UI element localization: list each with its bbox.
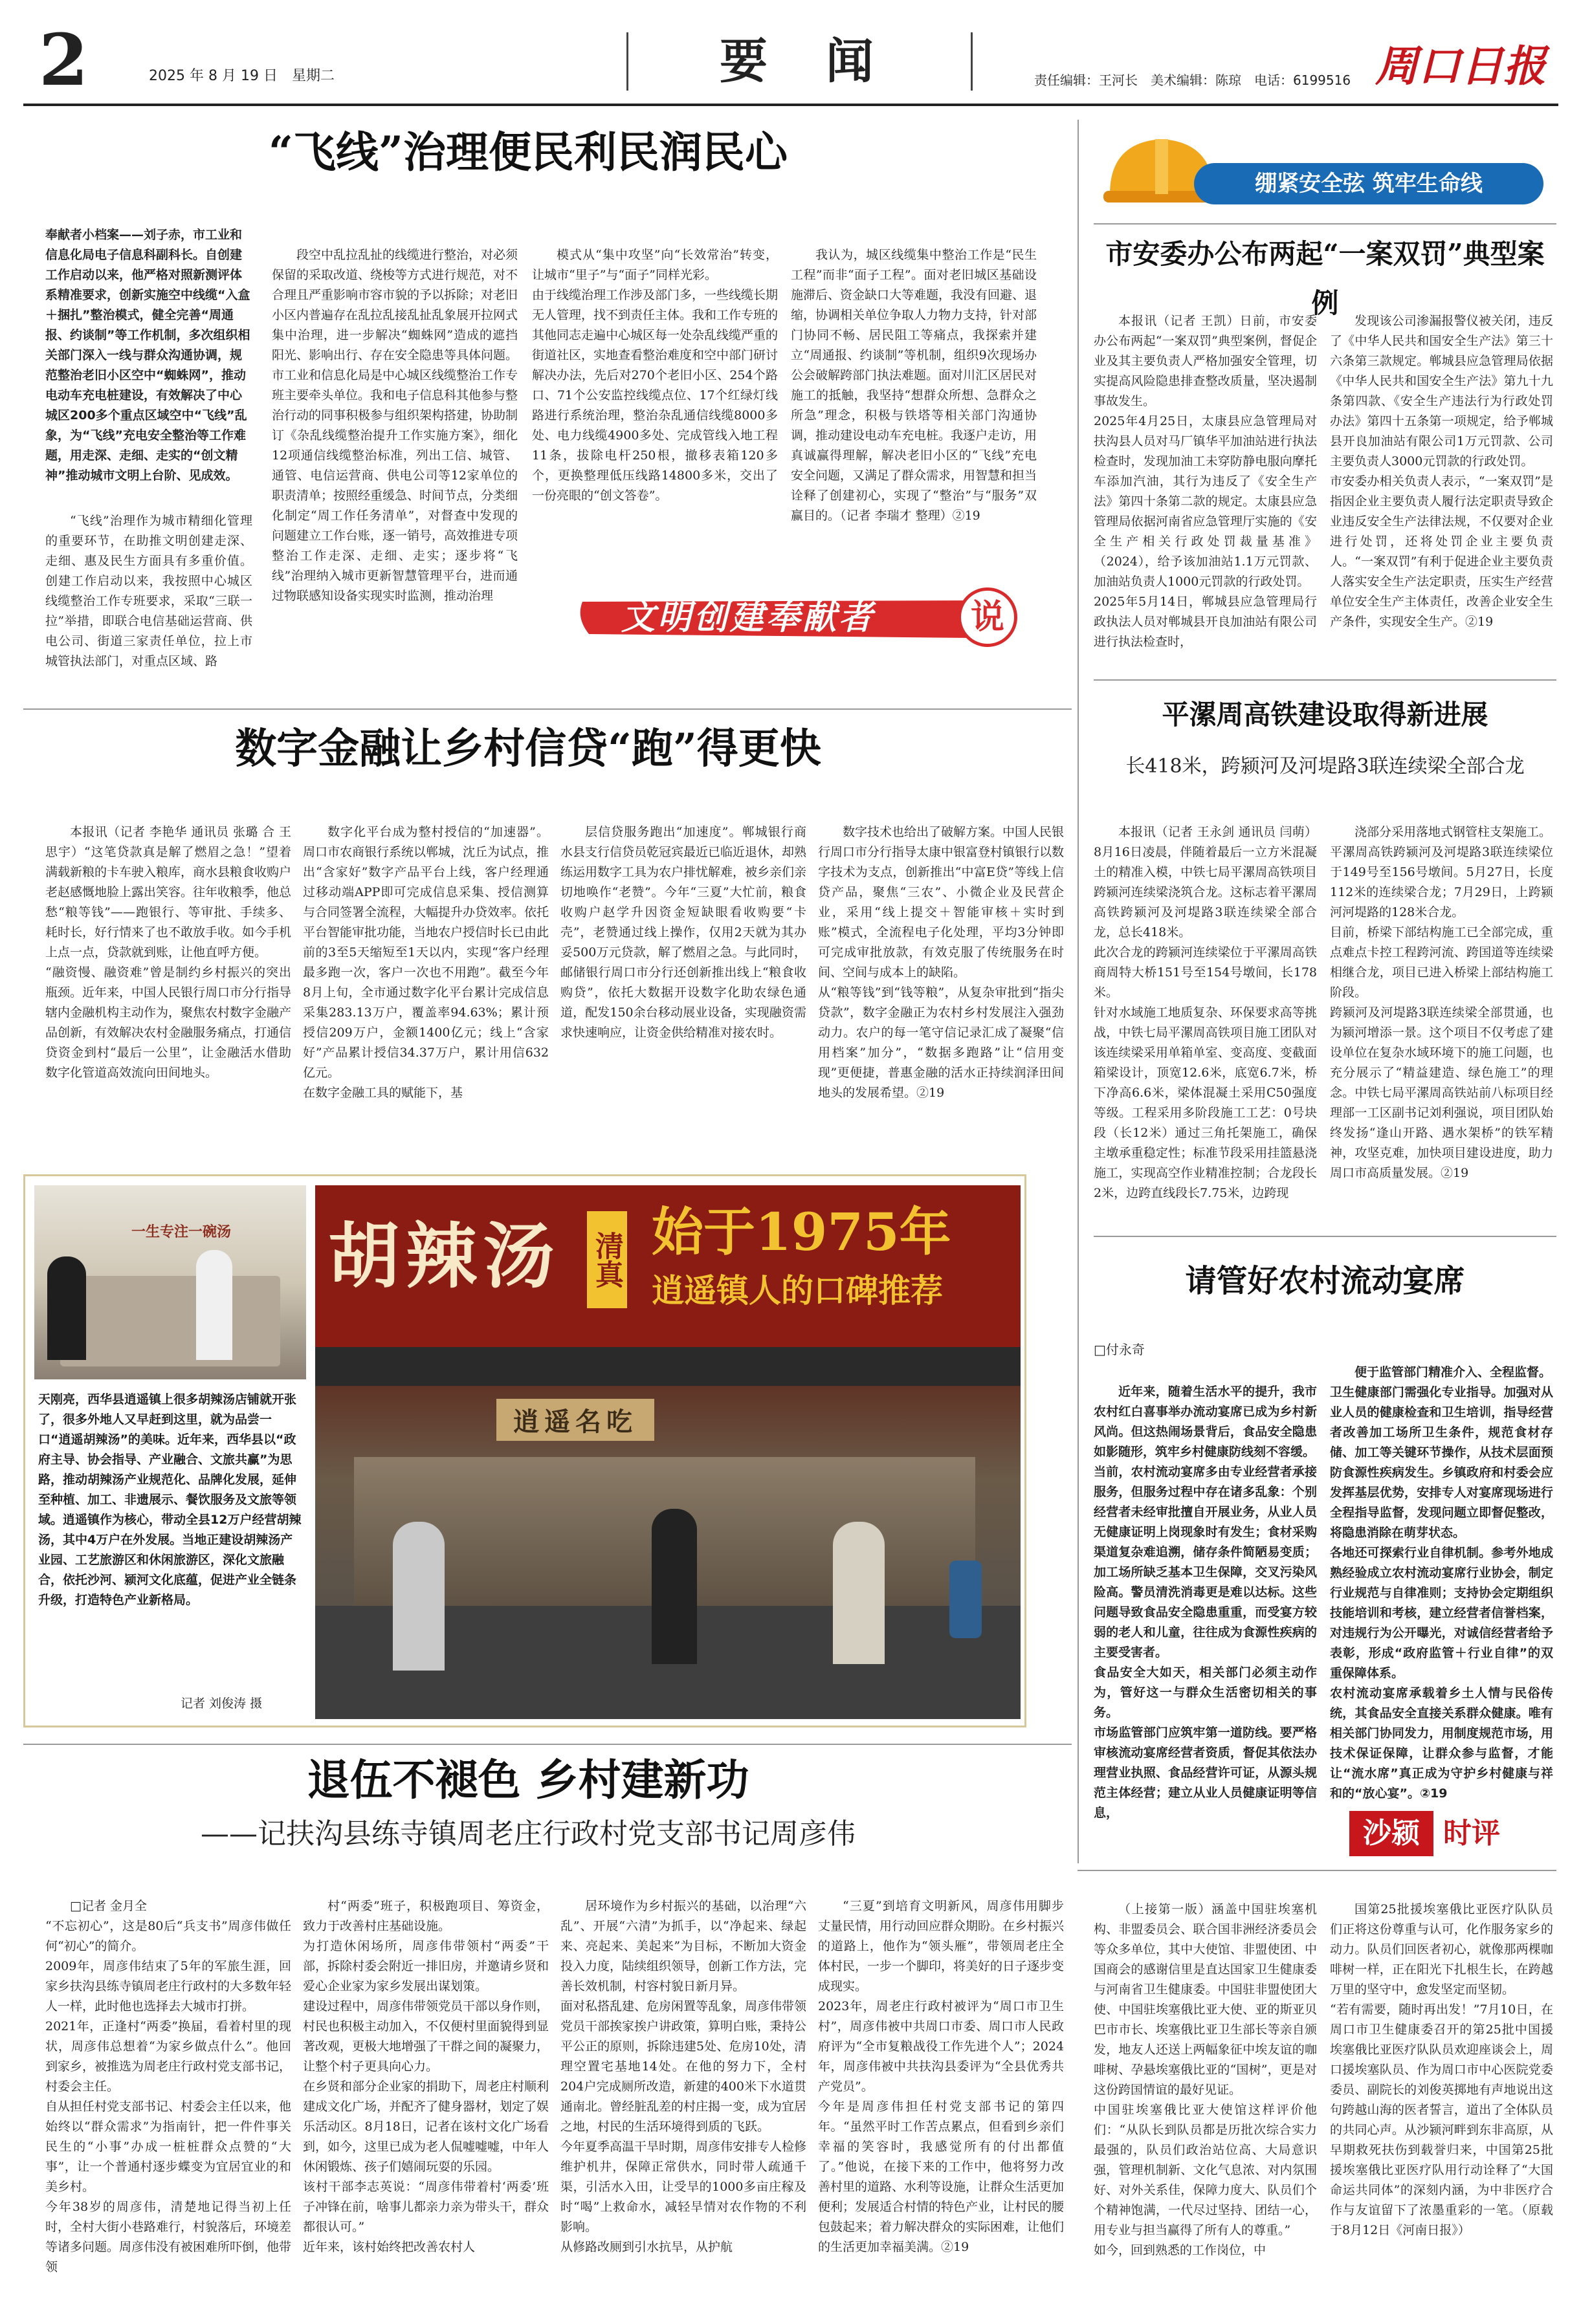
photo-feature-box — [23, 1174, 1026, 1727]
article3-headline: 退伍不褪色 乡村建新功 — [307, 1755, 749, 1805]
article3-subheadline: ——记扶沟县练寺镇周老庄行政村党支部书记周彦伟 — [201, 1817, 856, 1850]
article4-col2: 发现该公司渗漏报警仪被关闭，违反了《中华人民共和国安全生产法》第三十六条第三款规定。郸城县应急管理局依据《中华人民共和国安全生产法》第九十九条第四款、《安全生产违法行为行政处罚办法》第四十五条第一项规定，给予郸城县开良加油站有限公司1万元罚款、公司主要负责人3000元罚款的行政处罚。 市安委办相关负责人表示，“一案双罚”是指因企业主要负责人履行法定职责导致企业违反安全生产法律法规，不仅要对企业进行处罚，还将处罚企业主要负责人。“一案双罚”有利于促进企业主要负责人落实安全生产法定职责，压实生产经营单位安全生产主体责任，改善企业安全生产条件，实现安全生产。②19 — [1330, 314, 1553, 629]
inset-sign: 一生专注一碗汤 — [131, 1223, 232, 1240]
divider — [626, 32, 628, 91]
article7-col2: 国第25批援埃塞俄比亚医疗队队员们正将这份尊重与认可，化作服务家乡的动力。队员们回医者初心，就像那两棵咖啡树一样，正在阳光下扎根生长，在跨越万里的坚守中，愈发坚定而坚韧。 “若有需要，随时再出发！”7月10日，在周口市卫生健康委召开的第25批中国援埃塞俄比亚医疗队队员欢迎座谈会上，周口援埃塞队员、作为周口市中心医院党委委员、副院长的刘俊英掷地有声地说出这句跨越山海的医者誓言，道出了全体队员的共同心声。从沙颍河畔到东非高原，从早期救死扶伤到载誉归来，中国第25批援埃塞俄比亚医疗队用行动诠释了“大国命运共同体”的深刻内涵，为中非医疗合作与友谊留下了浓墨重彩的一笔。（原载于8月12日《河南日报》） — [1330, 1902, 1553, 2237]
article3-col3: 居环境作为乡村振兴的基础，以治理“六乱”、开展“六清”为抓手，以“净起来、绿起来、亮起来、美起来”为目标，不断加大资金投入力度，陆续组织领导，创新工作方法，完善长效机制，村容村貌日新月异。 面对私搭乱建、危房闲置等乱象，周彦伟带领党员干部挨家挨户讲政策，算明白账，秉持公平公正的原则，拆除违建5处、危房10处，清理空置宅基地14处。在他的努力下，全村204户完成厕所改造，新建的400米下水道贯通南北。曾经脏乱差的村庄揭一变，成为宜居之地，村民的生活环境得到质的飞跃。 今年夏季高温干旱时期，周彦伟安排专人检修维护机井，保障正常供水，同时带人疏通千渠，引活水入田，让受旱的1000多亩庄稼及时“喝”上救命水，减轻旱情对农作物的不利影响。 从修路改厕到引水抗旱，从护航 — [560, 1899, 806, 2254]
inset-photo — [34, 1185, 306, 1379]
article4-headline: 市安委办公布两起“一案双罚”典型案例 — [1105, 238, 1545, 319]
article6-col1: 近年来，随着生活水平的提升，我市农村红白喜事举办流动宴席已成为乡村新风尚。但这热闹场景背后，食品安全隐患如影随形，筑牢乡村健康防线刻不容缓。 当前，农村流动宴席多由专业经营者承接服务，但服务过程中存在诸多乱象：个别经营者未经审批擅自开展业务，从业人员无健康证明上岗现象时有发生；食材采购渠道复杂难追溯，储存条件简陋易变质；加工场所缺乏基本卫生保障，交叉污染风险高。警员清洗消毒更是难以达标。这些问题导致食品安全隐患重重，而受宴方较弱的老人和儿童，往往成为食源性疾病的主要受害者。 食品安全大如天，相关部门必须主动作为，管好这一与群众生活密切相关的事务。 市场监管部门应筑牢第一道防线。要严格审核流动宴席经营者资质，督促其依法办理营业执照、食品经营许可证，从源头规范主体经营；建立从业人员健康证明等信息， — [1094, 1385, 1317, 1820]
shaying-label-word2: 时评 — [1443, 1817, 1500, 1850]
safety-banner-text: 绷紧安全弦 筑牢生命线 — [1255, 171, 1483, 197]
article6-headline: 请管好农村流动宴席 — [1185, 1263, 1465, 1299]
article3-col4: “三夏”到培育文明新风，周彦伟用脚步丈量民情，用行动回应群众期盼。在乡村振兴的道路上，他作为“领头雁”，带领周老庄全体村民，一步一个脚印，将美好的日子逐步变成现实。 2023年，周老庄行政村被评为“周口市卫生村”，周彦伟被中共周口市委、周口市人民政府评为“全市复粮战役工作先进个人”；2024年，周彦伟被中共扶沟县委评为“全县优秀共产党员”。 今年是周彦伟担任村党支部书记的第四年。“虽然平时工作苦点累点，但看到乡亲们幸福的笑容时，我感觉所有的付出都值了。”他说，在接下来的工作中，他将努力改善村里的道路、水利等设施，让群众生活更加便利；发展适合村情的特色产业，让村民的腰包鼓起来；着力解决群众的实际困难，让他们的生活更加幸福美满。②19 — [818, 1899, 1064, 2254]
article5-headline: 平漯周高铁建设取得新进展 — [1162, 699, 1488, 730]
editors-line: 责任编辑：王河长 美术编辑：陈琼 电话：6199516 — [1034, 72, 1351, 88]
section-title: 要 闻 — [720, 34, 879, 89]
sign-slogan-2: 逍遥镇人的口碑推荐 — [652, 1271, 943, 1310]
article2-col1: 本报讯（记者 李艳华 通讯员 张璐 合 王思宇）“这笔贷款真是解了燃眉之急！”望着满载新粮的卡车驶入粮库，商水县粮食收购户老赵感慨地脸上露出笑容。往年收粮季，他总愁“粮等钱”——跑银行、等审批、手续多、耗时长，好行情来了也不敢放手收。如今手机上点一点，贷款就到账，让他直呼方便。 “融资慢、融资难”曾是制约乡村振兴的突出瓶颈。近年来，中国人民银行周口市分行指导辖内金融机构主动作为，聚焦农村数字金融产品创新，有效解决农村金融服务痛点，打通信贷资金到村“最后一公里”，让金融活水借助数字化管道高效流向田间地头。 — [45, 825, 291, 1080]
sign-slogan-1: 始于1975年 — [652, 1201, 951, 1262]
article2-col2: 数字化平台成为整村授信的“加速器”。周口市农商银行系统以郸城，沈丘为试点，推出“含家好”数字产品平台上线，客户经理通过移动端APP即可完成信息采集、授信测算与合同签署全流程，大幅提升办贷效率。依托平台智能审批功能，当地农户授信时长已由此前的3至5天缩短至1天以内，实现“客户经理最多跑一次，客户一次也不用跑”。截至今年8月上旬，全市通过数字化平台累计完成信息采集283.13万户，覆盖率94.63%；累计预授信209万户，金额1400亿元；线上“含家好”产品累计授信34.37万户，累计用信632亿元。 在数字金融工具的赋能下，基 — [303, 825, 549, 1100]
civil-banner — [569, 582, 1023, 653]
sign-main-text: 胡辣汤 — [328, 1214, 561, 1298]
shop-board: 逍遥名吃 — [496, 1399, 654, 1441]
article7-col1: （上接第一版）涵盖中国驻埃塞机构、非盟委员会、联合国非洲经济委员会等众多单位，其中大使馆、非盟使团、中国商会的感谢信里是直达国家卫生健康委与河南省卫生健康委。中国驻非盟使团大使、中国驻埃塞俄比亚大使、亚的斯亚贝巴市市长、埃塞俄比亚卫生部长等亲自颁发，地友人还送上两幅象征中埃友谊的咖啡树、孕悬埃塞俄比亚的“国树”，更是对这份跨国情谊的最好见证。 中国驻埃塞俄比亚大使馆这样评价他们：“从队长到队员都是历批次综合实力最强的，队员们政治站位高、大局意识强，管理机制新、文化气息浓、对内氛围好、对外关系佳，保障力度大、队员们个个精神饱满，一代尽过坚持、团结一心，用专业与担当赢得了所有人的尊重。” 如今，回到熟悉的工作岗位，中 — [1094, 1902, 1317, 2257]
article6-byline: □付永奇 — [1094, 1342, 1145, 1357]
article1-intro: 奉献者小档案——刘子赤，市工业和信息化局电子信息科副科长。自创建工作启动以来，他严格对照新测评体系精准要求，创新实施空中线缆“入盒＋捆扎”整治模式，健全完善“周通报、约谈制”等工作机制，多次组织相关部门深入一线与群众沟通协调，规范整治老旧小区空中“蜘蛛网”，推动电动车充电桩建设，有效解决了中心城区200多个重点区域空中“飞线”乱象，为“飞线”充电安全整治等工作难题，用走深、走细、走实的“创文精神”推动城市文明上台阶、见成效。 — [45, 228, 250, 483]
masthead-rule — [23, 104, 1558, 106]
shaying-label-word1: 沙颍 — [1349, 1811, 1433, 1856]
shop-sign — [315, 1185, 1021, 1347]
article1-col4: 我认为，城区线缆集中整治工作是“民生工程”而非“面子工程”。面对老旧城区基础设施滞后、资金缺口大等难题，我没有回避、退缩，协调相关单位争取人力物力支持，针对部门协同不畅、居民阻工等痛点，我探索并建立“周通报、约谈制”等机制，组织9次现场办公会破解跨部门执法难题。面对川汇区居民对施工的抵触，我坚持“想群众所想、急群众之所急”理念，积极与铁塔等相关部门沟通协调，推动建设电动车充电桩。我逐户走访，用真诚赢得理解，解决老旧小区的“飞线”充电安全问题，又满足了群众需求，用智慧和担当诠释了创建初心，实现了“整治”与“服务”双赢目的。（记者 李瑞才 整理）②19 — [791, 248, 1037, 523]
article5-subheadline: 长418米，跨颍河及河堤路3联连续梁全部合龙 — [1125, 755, 1525, 778]
article5-col1: 本报讯（记者 王永剑 通讯员 闫萌）8月16日凌晨，伴随着最后一立方米混凝土的精准入模，中铁七局平漯周高铁项目跨颍河连续梁浇筑合龙。这标志着平漯周高铁跨颍河及河堤路3联连续梁全部合龙，总长418米。 此次合龙的跨颍河连续梁位于平漯周高铁商周特大桥151号至154号墩间，长178米。 针对水域施工地质复杂、环保要求高等挑战，中铁七局平漯周高铁项目施工团队对该连续梁采用单箱单室、变高度、变截面箱梁设计，顶宽12.6米，底宽6.7米，桥下净高6.6米，梁体混凝土采用C50强度等级。工程采用多阶段施工工艺：0号块段（长12米）通过三角托架施工，确保主墩承重稳定性；标准节段采用挂篮悬浇施工，实现高空作业精准控制；合龙段长2米，边跨直线段长7.75米，边跨现 — [1094, 825, 1317, 1200]
divider — [971, 32, 973, 91]
article2-col4: 数字技术也给出了破解方案。中国人民银行周口市分行指导太康中银富登村镇银行以数字技术为支点，创新推出“中富E贷”等线上信贷产品，聚焦“三农”、小微企业及民营企业，采用“线上提交＋智能审核＋实时到账”模式，全流程电子化处理，平均3分钟即可完成审批放款，有效克服了传统服务在时间、空间与成本上的缺陷。 从“粮等钱”到“钱等粮”，从复杂审批到“指尖贷款”，数字金融正为农村乡村发展注入强劲动力。农户的每一笔守信记录汇成了凝聚“信用档案”加分”，“数据多跑路”让“信用变现”更便捷，普惠金融的活水正持续润泽田间地头的发展希望。②19 — [818, 825, 1064, 1100]
civil-banner-badge: 说 — [958, 587, 1017, 647]
paper-logo: 周口日报 — [1375, 41, 1546, 91]
safety-banner — [1097, 123, 1550, 220]
shaying-label — [1349, 1808, 1543, 1860]
photo-credit: 记者 刘俊涛 摄 — [181, 1696, 263, 1711]
civil-banner-text: 文明创建奉献者 — [621, 598, 876, 637]
article1-col3: 模式从“集中攻坚”向“长效常治”转变，让城市“里子”与“面子”同样光彩。 由于线缆治理工作涉及部门多，一些线缆长期无人管理，找不到责任主体。我和工作专班的其他同志走遍中心城区每一处杂乱线缆严重的街道社区，实地查看整治难度和空中部门研讨解决办法，先后对270个老旧小区、254个路口、71个公安监控线缆点位、17个红绿灯线路进行系统治理，整治杂乱通信线缆8000多处、电力线缆4900多处、完成管线入地工程11条，拔除电杆250根，撤移表箱120多个，更换整理低压线路14800多米，交出了一份亮眼的“创文答卷”。 — [532, 248, 778, 503]
article1-col2: 段空中乱拉乱扯的线缆进行整治，对必须保留的采取改道、绕梭等方式进行规范，对不合理且严重影响市容市貌的予以拆除；对老旧小区内普遍存在乱拉乱接乱扯乱象展开拉网式集中治理，进一步解决“蜘蛛网”造成的遮挡阳光、影响出行、存在安全隐患等具体问题。 市工业和信息化局是中心城区线缆整治工作专班主要牵头单位。我和电子信息科其他参与整治行动的同事积极参与组织架构搭建，协助制订《杂乱线缆整治提升工作实施方案》，细化12项通信线缆整治标准，列出工信、城管、通管、电信运营商、供电公司等12家单位的职责清单；按照经重缓急、时间节点，分类细化制定“周工作任务清单”，对督查中发现的问题建立工作台账，逐一销号，高效推进专项整治工作走深、走细、走实；逐步将“飞线”治理纳入城市更新智慧管理平台，进而通过物联感知设备实现实时监测，推动治理 — [272, 248, 518, 603]
article5-col2: 浇部分采用落地式钢管柱支架施工。 平漯周高铁跨颍河及河堤路3联连续梁位于149号至156号墩间。5月27日，长度112米的连续梁合龙；7月29日，上跨颍河河堤路的128米合龙。 目前，桥梁下部结构施工已全部完成，重点难点卡控工程跨河流、跨国道等连续梁相继合龙，项目已进入桥梁上部结构施工阶段。 跨颍河及河堤路3联连续梁全部贯通，也为颍河增添一景。这个项目不仅考虑了建设单位在复杂水域环境下的施工问题，也充分展示了“精益建造、绿色施工”的理念。中铁七局平漯周高铁站前八标项目经理部一工区副书记刘利强说，项目团队始终发扬“逢山开路、遇水架桥”的铁军精神，攻坚克难，加快项目建设进度，助力周口市高质量发展。②19 — [1330, 825, 1553, 1180]
article4-col1: 本报讯（记者 王凯）日前，市安委办公布两起“一案双罚”典型案例，督促企业及其主要负责人严格加强安全管理，切实提高风险隐患排查整改质量，坚决遏制事故发生。 2025年4月25日，太康县应急管理局对扶沟县人员对马厂镇华平加油站进行执法检查时，发现加油工未穿防静电服向摩托车添加汽油，其行为违反了《安全生产法》第四十条第二款的规定。太康县应急管理局依据河南省应急管理厅实施的《安全生产相关行政处罚裁量基准》（2024），给予该加油站1.1万元罚款、加油站负责人1000元罚款的行政处罚。 2025年5月14日，郸城县应急管理局行政执法人员对郸城县开良加油站有限公司进行执法检查时， — [1094, 314, 1317, 649]
page-number: 2 — [39, 18, 89, 102]
article2-headline: 数字金融让乡村信贷“跑”得更快 — [235, 725, 821, 773]
article6-col2: 便于监管部门精准介入、全程监督。 卫生健康部门需强化专业指导。加强对从业人员的健康检查和卫生培训，指导经营者改善加工场所卫生条件，规范食材存储、加工等关键环节操作，从技术层面预防食源性疾病发生。乡镇政府和村委会应发挥基层优势，安排专人对宴席现场进行全程指导监督，发现问题立即督促整改，将隐患消除在萌芽状态。 各地还可探索行业自律机制。参考外地成熟经验成立农村流动宴席行业协会，制定行业规范与自律准则；支持协会定期组织技能培训和考核，建立经营者信誉档案，对违规行为公开曝光，对诚信经营者给予表彰，形成“政府监管＋行业自律”的双重保障体系。 农村流动宴席承载着乡土人情与民俗传统，其食品安全直接关系群众健康。唯有相关部门协同发力，用制度规范市场，用技术保证保障，让群众参与监督，才能让“流水席”真正成为守护乡村健康与祥和的“放心宴”。②19 — [1330, 1365, 1553, 1801]
article3-col2: 村“两委”班子，积极跑项目、筹资金，致力于改善村庄基础设施。 为打造休闲场所，周彦伟带领村“两委”干部，拆除村委会附近一排旧房，并邀请乡贤和爱心企业家为家乡发展出谋划策。 建设过程中，周彦伟带领党员干部以身作则，村民也积极主动加入，不仅便村里面貌得到显著改观，更极大地增强了干群之间的凝聚力，让整个村子更具向心力。 在乡贤和部分企业家的捐助下，周老庄村顺利建成文化广场，并配齐了健身器材，划定了娱乐活动区。8月18日，记者在该村文化广场看到，如今，这里已成为老人侃嘘嘘嘘，中年人休闲锻炼、孩子们嬉闹玩耍的乐园。 该村干部李志英说：“周彦伟带着村‘两委’班子冲锋在前，啥事儿都亲力亲为带头干，群众都很认可。” 近年来，该村始终把改善农村人 — [303, 1899, 549, 2254]
article1-col1: “飞线”治理作为城市精细化管理的重要环节，在助推文明创建走深、走细、惠及民生方面具有多重价值。创建工作启动以来，我按照中心城区线缆整治工作专班要求，采取“三联一拉”举措，即联合电信基础运营商、供电公司、街道三家责任单位，拉上市城管执法部门，对重点区域、路 — [45, 514, 252, 668]
issue-date: 2025 年 8 月 19 日 星期二 — [149, 68, 335, 84]
article1-headline: “飞线”治理便民利民润民心 — [269, 127, 788, 177]
article3-col1: □记者 金月全 “不忘初心”，这是80后“兵支书”周彦伟做任何“初心”的简介。 2009年，周彦伟结束了5年的军旅生涯，回家乡扶沟县练寺镇周老庄行政村的大多数年轻人一样，此时他也选择去大城市打拼。 2021年，正逢村“两委”换届，看着村里的现状，周彦伟总想着“为家乡做点什么”。他回到家乡，被推选为周老庄行政村党支部书记，村委会主任。 自从担任村党支部书记、村委会主任以来，他始终以“群众需求”为指南针，把一件件事关民生的“小事”办成一桩桩群众点赞的“大事”，让一个普通村逐步蝶变为宜居宜业的和美乡村。 今年38岁的周彦伟，清楚地记得当初上任时，全村大街小巷路难行，村貌落后，环境差等诸多问题。周彦伟没有被困难所吓倒，他带领 — [45, 1899, 291, 2274]
photo-caption: 天刚亮，西华县逍遥镇上很多胡辣汤店铺就开张了，很多外地人又早赶到这里，就为品尝一口“逍遥胡辣汤”的美味。近年来，西华县以“政府主导、协会指导、产业融合、文旅共赢”为思路，推动胡辣汤产业规范化、品牌化发展，延伸至种植、加工、非遗展示、餐饮服务及文旅等领域。逍遥镇作为核心，带动全县12万户经营胡辣汤，其中4万户在外发展。当地正建设胡辣汤产业园、工艺旅游区和休闲旅游区，深化文旅融合，依托沙河、颍河文化底蕴，促进产业全链条升级，打造特色产业新格局。 — [38, 1392, 302, 1607]
main-photo — [315, 1185, 1021, 1719]
article2-col3: 层信贷服务跑出“加速度”。郸城银行商水县支行信贷员乾冠宾最近已临近退休，却熟练运用数字工具为农户排忧解难，被乡亲们亲切地唤作“老赞”。今年“三夏”大忙前，粮食收购户赵学升因资金短缺眼看收购要“卡壳”，老赞通过线上操作，仅用2天就为其办妥500万元贷款，解了燃眉之急。与此同时，邮储银行周口市分行还创新推出线上“粮食收购贷”，依托大数据开设数字化助农绿色通道，配发150余台移动展业设备，实现融资需求快速响应，让资金供给精准对接农时。 — [560, 825, 806, 1040]
safety-banner-bar — [1194, 163, 1543, 204]
sign-badge: 清真 — [587, 1211, 627, 1308]
masthead — [0, 0, 1581, 104]
